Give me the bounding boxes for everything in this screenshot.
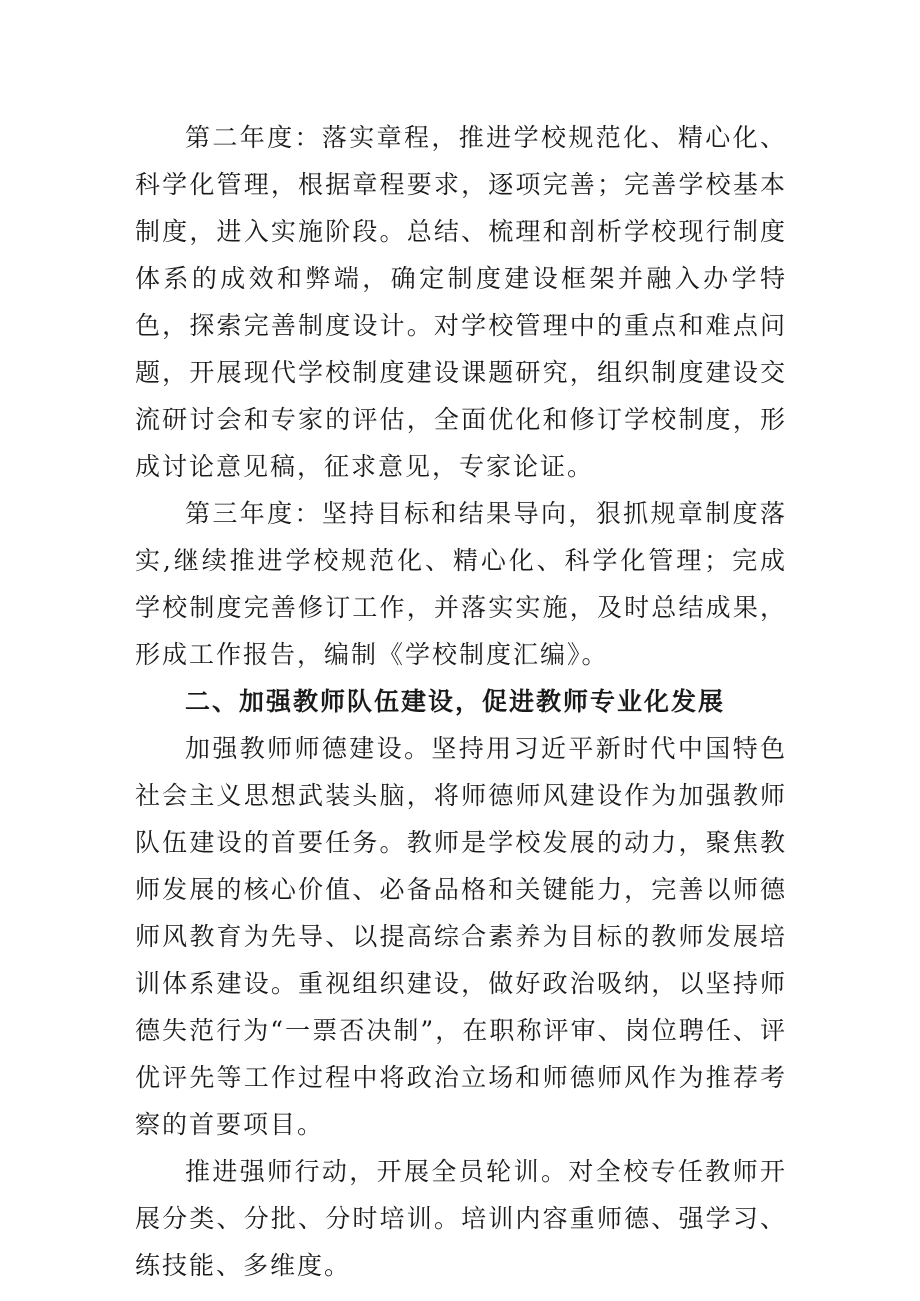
paragraph-third-year: 第三年度：坚持目标和结果导向，狠抓规章制度落实,继续推进学校规范化、精心化、科学化管理；完成学校制度完善修订工作，并落实实施，及时总结成果，形成工作报告，编制《学校制度汇编》。 — [135, 499, 787, 669]
paragraph-second-year: 第二年度：落实章程，推进学校规范化、精心化、科学化管理，根据章程要求，逐项完善；完善学校基本制度，进入实施阶段。总结、梳理和剖析学校现行制度体系的成效和弊端，确定制度建设框架并融入办学特色，探索完善制度设计。对学校管理中的重点和难点问题，开展现代学校制度建设课题研究，组织制度建设交流研讨会和专家的评估，全面优化和修订学校制度，形成讨论意见稿，征求意见，专家论证。 — [135, 123, 787, 481]
paragraph-teacher-training: 推进强师行动，开展全员轮训。对全校专任教师开展分类、分批、分时培训。培训内容重师德、强学习、练技能、多维度。 — [135, 1157, 787, 1280]
paragraph-teacher-ethics: 加强教师师德建设。坚持用习近平新时代中国特色社会主义思想武装头脑，将师德师风建设作为加强教师队伍建设的首要任务。教师是学校发展的动力，聚焦教师发展的核心价值、必备品格和关键能力，完善以师德师风教育为先导、以提高综合素养为目标的教师发展培训体系建设。重视组织建设，做好政治吸纳，以坚持师德失范行为“一票否决制”，在职称评审、岗位聘任、评优评先等工作过程中将政治立场和师德师风作为推荐考察的首要项目。 — [135, 734, 787, 1139]
document-body — [135, 114, 787, 1289]
section-heading: 二、加强教师队伍建设，促进教师专业化发展 — [185, 687, 726, 716]
